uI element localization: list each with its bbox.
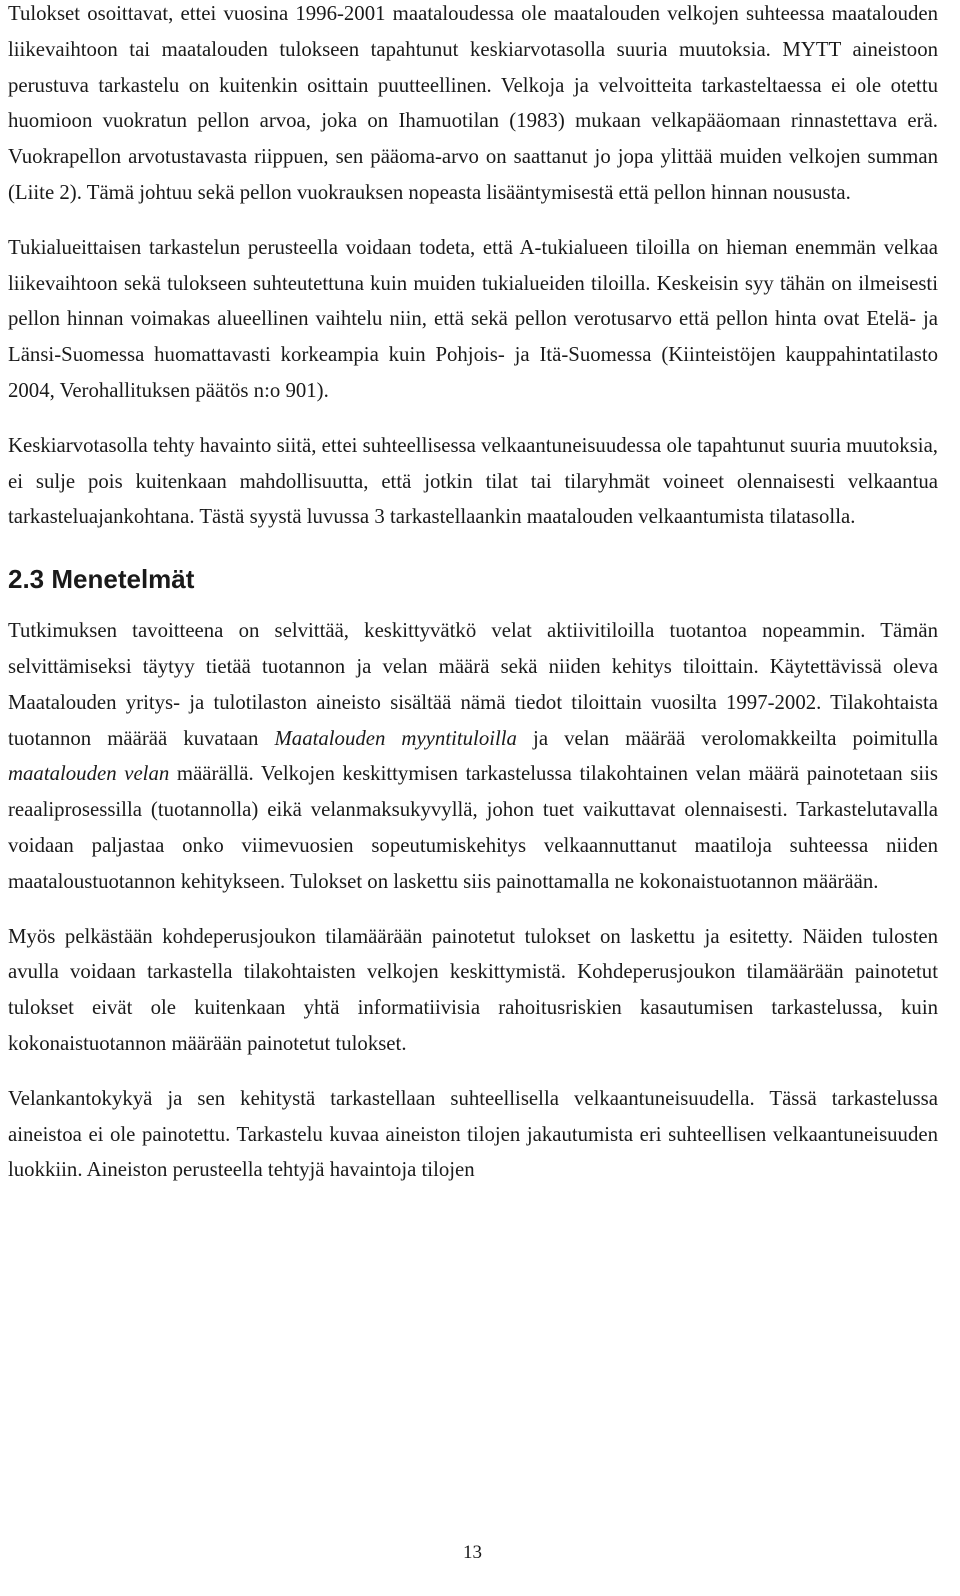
section-heading-methods: 2.3 Menetelmät — [8, 564, 195, 595]
page-number: 13 — [463, 1542, 482, 1563]
paragraph-text: ja velan määrää verolomakkeilta poimitulla — [516, 726, 938, 750]
emphasis-farm-debt: maatalouden velan — [8, 762, 170, 786]
paragraph-support-regions: Tukialueittaisen tarkastelun perusteella voidaan todeta, että A-tukialueen tiloilla on hieman enemmän velkaa liikevaihtoon sekä tulokseen suhteutettuna kuin muiden tukialueiden tiloilla. Keskeisin syy tähän on ilmeisesti pellon hinnan voimakas alueellinen vaihtelu niin, että sekä pellon verotusarvo että pellon hinta ovat Etelä- ja Länsi-Suomessa huomattavasti korkeampia kuin Pohjois- ja Itä-Suomessa (Kiinteistöjen kauppahintatilasto 2004, Verohallituksen päätös n:o 901). — [8, 235, 938, 402]
paragraph-text: määrällä. Velkojen keskittymisen tarkastelussa tilakohtainen velan määrä painotetaan siis reaaliprosessilla (tuotannolla) eikä velanmaksukyvyllä, johon tuet vaikuttavat olennaisesti. Tarkastelutavalla voidaan paljastaa onko viimevuosien sopeutumiskehitys velkaannuttanut maatiloja suhteessa niiden maataloustuotannon kehitykseen. Tulokset on laskettu siis painottamalla ne kokonaistuotannon määrään. — [8, 762, 938, 893]
paragraph-results: Tulokset osoittavat, ettei vuosina 1996-2001 maataloudessa ole maatalouden velkojen suhteessa maatalouden liikevaihtoon tai maatalouden tulokseen tapahtunut keskiarvotasolla suuria muutoksia. MYTT aineistoon perustuva tarkastelu on kuitenkin osittain puutteellinen. Velkoja ja velvoitteita tarkasteltaessa ei ole otettu huomioon vuokratun pellon arvoa, joka on Ihamuotilan (1983) mukaan velkapääomaan rinnastettava erä. Vuokrapellon arvotustavasta riippuen, sen pääoma-arvo on saattanut jo jopa ylittää muiden velkojen summan (Liite 2). Tämä johtuu sekä pellon vuokrauksen nopeasta lisääntymisestä että pellon hinnan noususta. — [8, 2, 938, 204]
paragraph-weighted-results: Myös pelkästään kohdeperusjoukon tilamäärään painotetut tulokset on laskettu ja esitetty. Näiden tulosten avulla voidaan tarkastella tilakohtaisten velkojen keskittymistä. Kohdeperusjoukon tilamäärään painotetut tulokset eivät ole kuitenkaan yhtä informatiivisia rahoitusriskien kasautumisen tarkastelussa, kuin kokonaistuotannon määrään painotetut tulokset. — [8, 924, 938, 1055]
paragraph-debt-capacity: Velankantokykyä ja sen kehitystä tarkastellaan suhteellisella velkaantuneisuudella. Tässä tarkastelussa aineistoa ei ole painotettu. Tarkastelu kuvaa aineiston tilojen jakautumista eri suhteellisen velkaantuneisuuden luokkiin. Aineiston perusteella tehtyjä havaintoja tilojen — [8, 1086, 938, 1182]
paragraph-research-goal — [8, 613, 938, 899]
document-page — [8, 0, 938, 1188]
paragraph-average-level: Keskiarvotasolla tehty havainto siitä, ettei suhteellisessa velkaantuneisuudessa ole tapahtunut suuria muutoksia, ei sulje pois kuitenkaan mahdollisuutta, että jotkin tilat tai tilaryhmät voineet olennaisesti velkaantua tarkasteluajankohtana. Tästä syystä luvussa 3 tarkastellaankin maatalouden velkaantumista tilatasolla. — [8, 433, 938, 529]
paragraph-text: Tutkimuksen tavoitteena on selvittää, keskittyvätkö velat aktiivitiloilla tuotantoa nopeammin. Tämän selvittämiseksi täytyy tietää tuotannon ja velan määrä sekä niiden kehitys tiloittain. Käytettävissä oleva Maatalouden yritys- ja tulotilaston aineisto sisältää nämä tiedot tiloittain vuosilta 1997-2002. Tilakohtaista tuotannon määrää kuvataan — [8, 619, 938, 750]
emphasis-sales-revenue: Maatalouden myyntituloilla — [274, 726, 517, 750]
